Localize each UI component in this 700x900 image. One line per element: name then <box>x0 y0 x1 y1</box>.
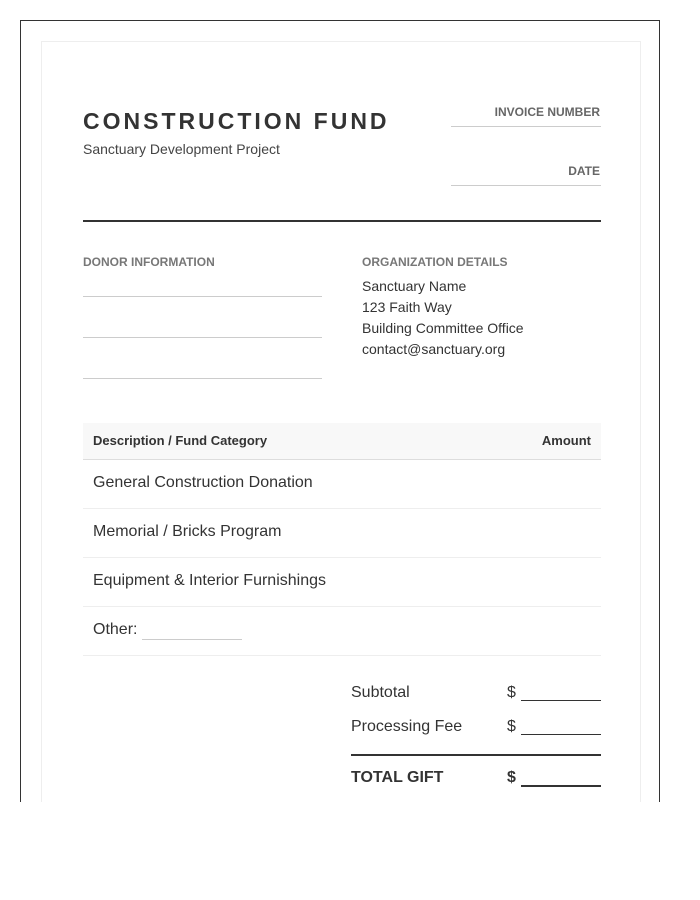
organization-section-label: ORGANIZATION DETAILS <box>362 255 508 269</box>
donor-field-1[interactable] <box>83 296 322 297</box>
subtotal-currency: $ <box>507 684 516 701</box>
total-gift-label: TOTAL GIFT <box>351 769 444 786</box>
subtotal-field[interactable] <box>521 700 601 701</box>
document-title: CONSTRUCTION FUND <box>83 108 390 134</box>
invoice-number-field[interactable] <box>451 126 601 127</box>
processing-fee-currency: $ <box>507 718 516 735</box>
organization-name: Sanctuary Name <box>362 278 467 294</box>
table-header <box>83 423 601 460</box>
date-label: DATE <box>568 164 600 178</box>
amount-column-header: Amount <box>541 433 591 448</box>
table-row <box>83 460 601 509</box>
table-row <box>83 509 601 558</box>
document-subtitle: Sanctuary Development Project <box>83 141 280 157</box>
processing-fee-field[interactable] <box>521 734 601 735</box>
organization-address: 123 Faith Way <box>362 299 452 315</box>
row-label: Memorial / Bricks Program <box>93 523 282 540</box>
other-field[interactable] <box>142 639 242 640</box>
header-divider <box>83 220 601 222</box>
page-frame <box>20 20 660 802</box>
table-row <box>83 607 601 656</box>
total-gift-field[interactable] <box>521 785 601 787</box>
donor-section-label: DONOR INFORMATION <box>83 255 215 269</box>
subtotal-label: Subtotal <box>351 684 410 701</box>
processing-fee-label: Processing Fee <box>351 718 463 735</box>
table-row <box>83 558 601 607</box>
row-label: Equipment & Interior Furnishings <box>93 572 326 589</box>
other-row-label <box>93 621 242 640</box>
other-label-text: Other: <box>93 621 138 638</box>
totals-divider <box>351 754 601 756</box>
donor-field-3[interactable] <box>83 378 322 379</box>
organization-email: contact@sanctuary.org <box>362 341 506 357</box>
organization-office: Building Committee Office <box>362 320 524 336</box>
donor-field-2[interactable] <box>83 337 322 338</box>
invoice-sheet <box>41 41 641 802</box>
total-gift-currency: $ <box>507 769 516 786</box>
description-column-header: Description / Fund Category <box>93 433 268 448</box>
row-label: General Construction Donation <box>93 474 313 491</box>
date-field[interactable] <box>451 185 601 186</box>
invoice-number-label: INVOICE NUMBER <box>494 105 600 119</box>
